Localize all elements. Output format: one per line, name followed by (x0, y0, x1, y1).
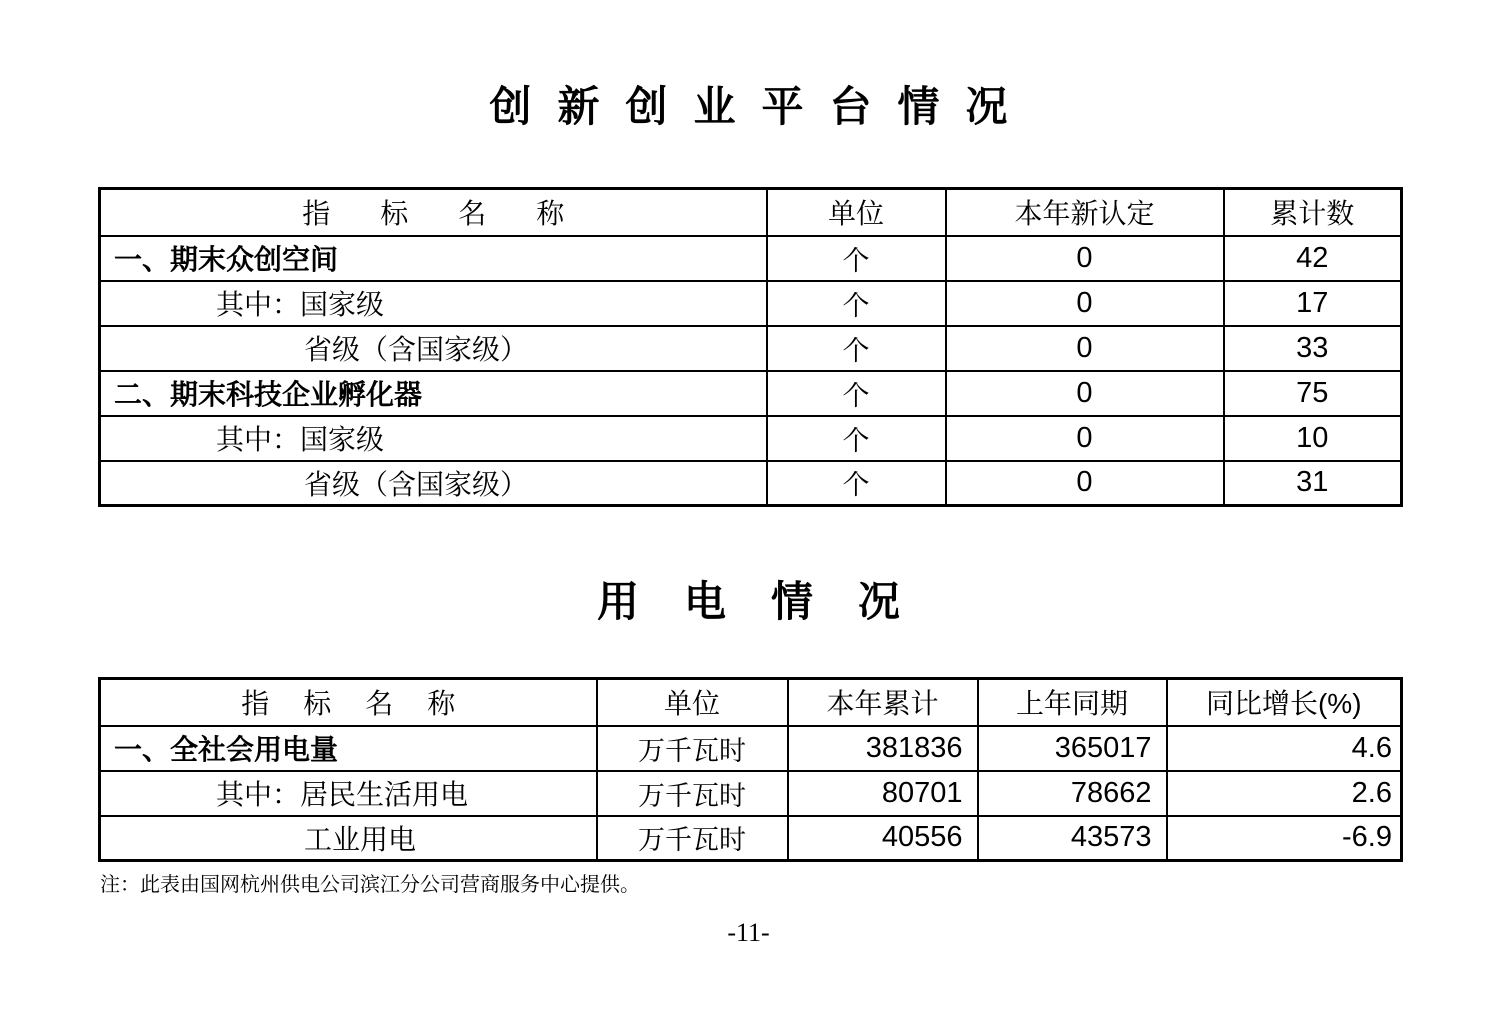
platform-table-header-row (100, 189, 1402, 236)
source-note: 注：此表由国网杭州供电公司滨江分公司营商服务中心提供。 (100, 874, 640, 896)
indicator-cell: 一、全社会用电量 (100, 726, 597, 771)
table-row (100, 416, 1402, 461)
new-this-year-cell: 0 (946, 371, 1224, 416)
cumulative-cell: 17 (1224, 281, 1402, 326)
previous-year-cell: 78662 (978, 771, 1167, 816)
page-number: -11- (727, 918, 770, 947)
cumulative-cell: 42 (1224, 236, 1402, 281)
platform-header-unit: 单位 (767, 189, 946, 236)
yoy-growth-cell: -6.9 (1167, 816, 1402, 861)
electricity-header-yoy-growth: 同比增长(%) (1167, 679, 1402, 726)
platform-header-new-this-year: 本年新认定 (946, 189, 1224, 236)
indicator-cell: 省级（含国家级） (100, 461, 767, 506)
indicator-cell: 其中：国家级 (100, 281, 767, 326)
table-row (100, 726, 1402, 771)
indicator-cell: 其中：居民生活用电 (100, 771, 597, 816)
previous-year-cell: 43573 (978, 816, 1167, 861)
unit-cell: 万千瓦时 (597, 771, 788, 816)
unit-cell: 个 (767, 236, 946, 281)
table-row (100, 326, 1402, 371)
electricity-header-indicator: 指标名称 (100, 679, 597, 726)
table-row (100, 461, 1402, 506)
new-this-year-cell: 0 (946, 416, 1224, 461)
cumulative-cell: 33 (1224, 326, 1402, 371)
unit-cell: 个 (767, 416, 946, 461)
indicator-cell: 二、期末科技企业孵化器 (100, 371, 767, 416)
electricity-table-header-row (100, 679, 1402, 726)
electricity-header-current-year: 本年累计 (788, 679, 978, 726)
electricity-table-title: 用电情况 (596, 578, 945, 625)
cumulative-cell: 31 (1224, 461, 1402, 506)
new-this-year-cell: 0 (946, 281, 1224, 326)
electricity-header-unit: 单位 (597, 679, 788, 726)
unit-cell: 个 (767, 461, 946, 506)
current-year-cell: 381836 (788, 726, 978, 771)
indicator-cell: 工业用电 (100, 816, 597, 861)
cumulative-cell: 10 (1224, 416, 1402, 461)
previous-year-cell: 365017 (978, 726, 1167, 771)
table-row (100, 816, 1402, 861)
table-row (100, 771, 1402, 816)
indicator-cell: 省级（含国家级） (100, 326, 767, 371)
unit-cell: 万千瓦时 (597, 816, 788, 861)
platform-table (98, 187, 1403, 507)
new-this-year-cell: 0 (946, 236, 1224, 281)
new-this-year-cell: 0 (946, 326, 1224, 371)
indicator-cell: 其中：国家级 (100, 416, 767, 461)
platform-header-cumulative: 累计数 (1224, 189, 1402, 236)
cumulative-cell: 75 (1224, 371, 1402, 416)
platform-table-title: 创新创业平台情况 (489, 83, 1034, 130)
current-year-cell: 40556 (788, 816, 978, 861)
table-row (100, 371, 1402, 416)
unit-cell: 个 (767, 371, 946, 416)
yoy-growth-cell: 2.6 (1167, 771, 1402, 816)
platform-header-indicator: 指标名称 (100, 189, 767, 236)
unit-cell: 万千瓦时 (597, 726, 788, 771)
electricity-header-previous-year: 上年同期 (978, 679, 1167, 726)
indicator-cell: 一、期末众创空间 (100, 236, 767, 281)
unit-cell: 个 (767, 281, 946, 326)
new-this-year-cell: 0 (946, 461, 1224, 506)
unit-cell: 个 (767, 326, 946, 371)
current-year-cell: 80701 (788, 771, 978, 816)
table-row (100, 236, 1402, 281)
yoy-growth-cell: 4.6 (1167, 726, 1402, 771)
table-row (100, 281, 1402, 326)
electricity-table (98, 677, 1403, 862)
